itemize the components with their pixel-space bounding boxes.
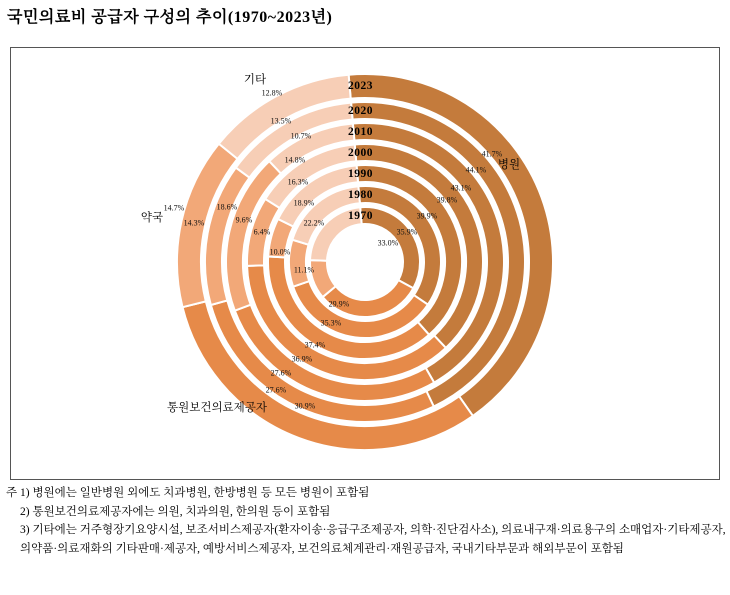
page-title: 국민의료비 공급자 구성의 추이(1970~2023년): [7, 9, 333, 26]
value-label-통원보건의료제공자-1980: 35.3%: [320, 318, 342, 328]
value-label-기타-2000: 14.8%: [284, 155, 306, 165]
category-label-병원: 병원: [497, 159, 521, 171]
value-label-기타-1970: 22.2%: [303, 218, 325, 228]
footnote-1-prefix: 주 1): [6, 487, 30, 499]
value-label-병원-1980: 35.9%: [396, 227, 418, 237]
value-label-통원보건의료제공자-2010: 27.6%: [270, 368, 292, 378]
year-label-1980: 1980: [348, 188, 373, 201]
value-label-병원-2023: 41.7%: [481, 149, 503, 159]
footnote-2-prefix: 2): [20, 505, 30, 518]
value-label-병원-1970: 33.0%: [377, 238, 399, 248]
value-label-병원-1990: 39.9%: [416, 211, 438, 221]
value-label-통원보건의료제공자-2000: 36.9%: [291, 354, 313, 364]
category-label-약국: 약국: [140, 212, 164, 224]
year-label-2000: 2000: [348, 146, 373, 159]
value-label-병원-2020: 44.1%: [465, 165, 487, 175]
value-label-기타-1990: 16.3%: [287, 177, 309, 187]
footnote-1-text: 병원에는 일반병원 외에도 치과병원, 한방병원 등 모든 병원이 포함됨: [32, 487, 370, 499]
year-label-2010: 2010: [348, 125, 373, 138]
footnote-1: [4, 484, 726, 503]
value-label-약국-2020: 14.3%: [183, 218, 205, 228]
year-label-2020: 2020: [348, 104, 373, 117]
value-label-약국-2000: 9.6%: [235, 215, 253, 225]
footnote-3: [4, 521, 726, 558]
year-label-1990: 1990: [348, 167, 373, 180]
segment-1980-약국: [289, 240, 309, 287]
value-label-통원보건의료제공자-1990: 37.4%: [304, 340, 326, 350]
year-label-1970: 1970: [348, 209, 373, 222]
value-label-기타-1980: 18.9%: [293, 198, 315, 208]
value-label-통원보건의료제공자-1970: 29.9%: [328, 299, 350, 309]
category-label-통원보건의료제공자: 통원보건의료제공자: [167, 402, 267, 414]
value-label-병원-2010: 43.1%: [450, 183, 472, 193]
value-label-병원-2000: 39.8%: [436, 195, 458, 205]
footnote-3-text: 기타에는 거주형장기요양시설, 보조서비스제공자(환자이송·응급구조제공자, 의학·진단검사소), 의료내구재·의료용구의 소매업자·기타제공자, 의약품·의료재화의 기타판매·제공자, 예방서비스제공자, 보건의료체계관리·재원공급자, 국내기타부문과 해외부문이 포함됨: [20, 524, 726, 556]
value-label-약국-1990: 6.4%: [253, 227, 271, 237]
value-label-약국-1970: 11.1%: [293, 265, 315, 275]
value-label-기타-2010: 10.7%: [290, 131, 312, 141]
footnote-2-text: 통원보건의료제공자에는 의원, 치과의원, 한의원 등이 포함됨: [32, 505, 331, 518]
value-label-통원보건의료제공자-2023: 30.9%: [294, 401, 316, 411]
year-label-2023: 2023: [348, 80, 373, 92]
value-label-약국-2023: 14.7%: [163, 203, 185, 213]
footnote-2: [4, 503, 726, 522]
footnotes: [4, 484, 726, 559]
value-label-약국-2010: 18.6%: [216, 202, 238, 212]
value-label-통원보건의료제공자-2020: 27.6%: [265, 385, 287, 395]
value-label-기타-2023: 12.8%: [261, 88, 283, 98]
value-label-기타-2020: 13.5%: [270, 116, 292, 126]
footnote-3-prefix: 3): [20, 524, 30, 537]
category-label-기타: 기타: [243, 74, 267, 86]
value-label-약국-1980: 10.0%: [269, 247, 291, 257]
